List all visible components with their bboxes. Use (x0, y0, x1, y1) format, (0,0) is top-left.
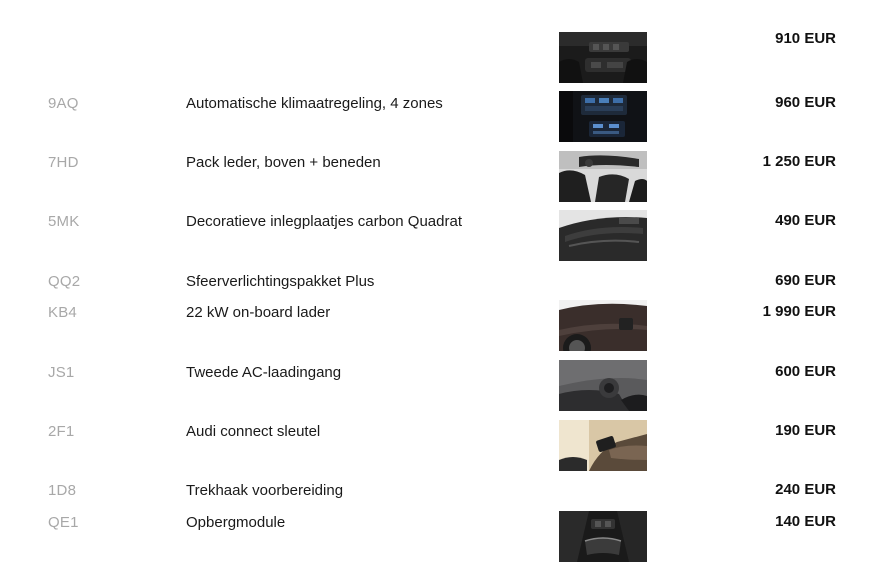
option-description: Tweede AC-laadingang (186, 364, 342, 381)
option-code: KB4 (48, 304, 77, 321)
option-code: 1D8 (48, 482, 77, 499)
option-description: 22 kW on-board lader (186, 304, 331, 321)
option-code: QQ2 (48, 273, 81, 290)
price: 1 990 EUR (762, 303, 836, 320)
option-code: 2F1 (48, 423, 75, 440)
option-description: Decoratieve inlegplaatjes carbon Quadrat (186, 213, 462, 230)
second-charging-port-photo (559, 360, 647, 411)
price: 910 EUR (775, 30, 836, 47)
price: 1 250 EUR (762, 153, 836, 170)
option-description: Pack leder, boven + beneden (186, 154, 381, 171)
option-code: 7HD (48, 154, 79, 171)
option-description: Automatische klimaatregeling, 4 zones (186, 95, 443, 112)
price: 960 EUR (775, 94, 836, 111)
option-description: Opbergmodule (186, 514, 286, 531)
price: 490 EUR (775, 212, 836, 229)
option-code: JS1 (48, 364, 75, 381)
option-description: Trekhaak voorbereiding (186, 482, 344, 499)
phone-key-photo (559, 420, 647, 471)
price: 600 EUR (775, 363, 836, 380)
price: 140 EUR (775, 513, 836, 530)
dashboard-console-photo (559, 32, 647, 83)
charging-port-photo (559, 300, 647, 351)
option-code: QE1 (48, 514, 79, 531)
option-description: Audi connect sleutel (186, 423, 321, 440)
option-description: Sfeerverlichtingspakket Plus (186, 273, 375, 290)
price: 190 EUR (775, 422, 836, 439)
storage-module-photo (559, 511, 647, 562)
climate-touchscreen-photo (559, 91, 647, 142)
leather-interior-photo (559, 151, 647, 202)
door-trim-photo (559, 210, 647, 261)
price: 240 EUR (775, 481, 836, 498)
option-code: 9AQ (48, 95, 79, 112)
option-code: 5MK (48, 213, 80, 230)
price: 690 EUR (775, 272, 836, 289)
